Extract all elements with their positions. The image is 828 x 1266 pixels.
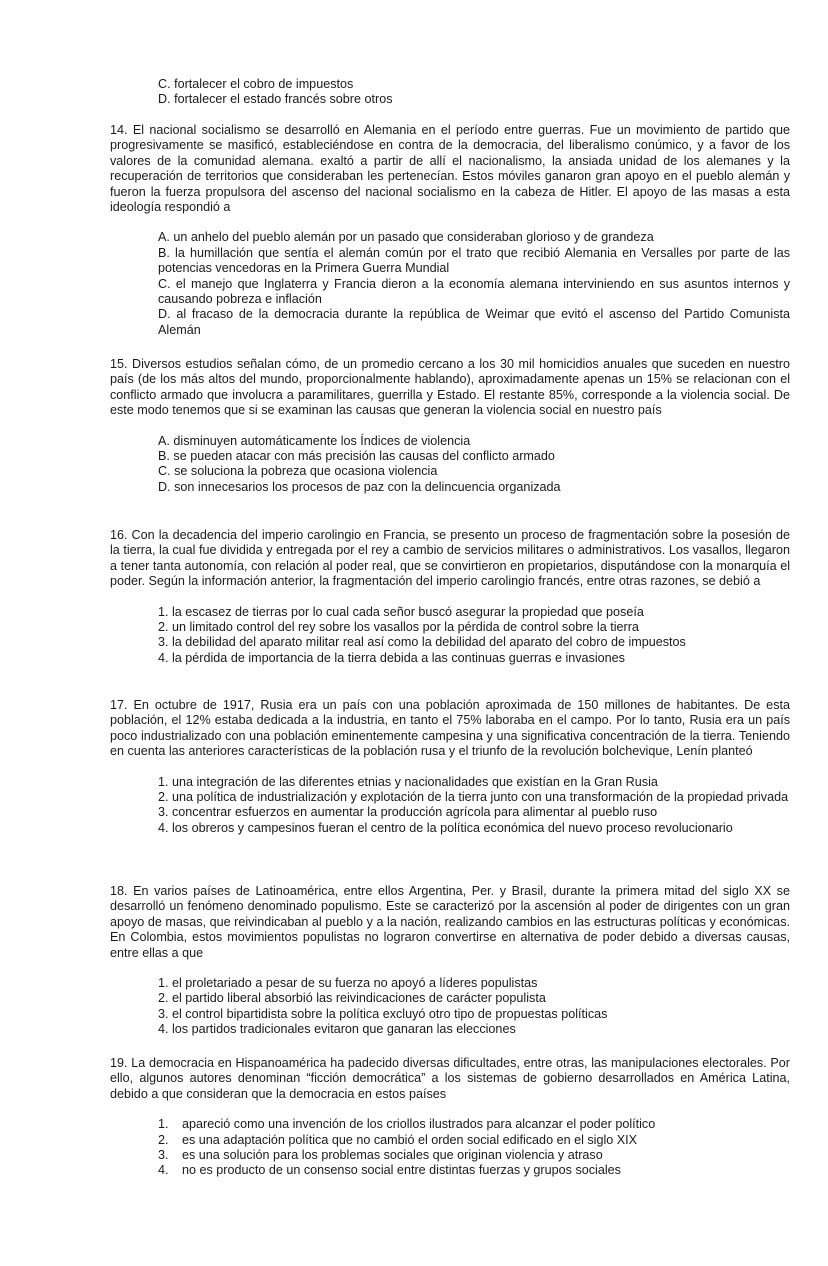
option: 2. un limitado control del rey sobre los vasallos por la pérdida de control sobre la tierra <box>158 620 639 635</box>
question-15 <box>110 357 790 495</box>
option: C. el manejo que Inglaterra y Francia dieron a la economía alemana interviniendo en sus asuntos internos y causando pobreza e inflación <box>158 276 790 307</box>
option: 1. la escasez de tierras por lo cual cada señor buscó asegurar la propiedad que poseía <box>158 604 644 619</box>
question-17 <box>110 698 790 836</box>
previous-question-options <box>158 77 798 108</box>
option: 3. el control bipartidista sobre la política excluyó otro tipo de propuestas políticas <box>158 1006 608 1021</box>
option: 2. el partido liberal absorbió las reivindicaciones de carácter populista <box>158 991 546 1006</box>
question-stem: 19. La democracia en Hispanoamérica ha padecido diversas dificultades, entre otras, las manipulaciones electorales. Por ello, algunos autores denominan “ficción democrática” a los sistemas de gobierno desarrollados en América Latina, debido a que consideran que la democracia en estos países <box>110 1056 790 1101</box>
option-number: 4. <box>158 1163 169 1178</box>
question-19 <box>110 1056 790 1179</box>
question-stem: 14. El nacional socialismo se desarrolló en Alemania en el período entre guerras. Fue un movimiento de partido que progresivamente se masificó, estableciéndose en contra de la democracia, del liberalismo conúmico, y a favor de los valores de la comunidad alemana. exaltó a partir de allí el nacionalismo, la ansiada unidad de los alemanes y la recuperación de territorios que consideraban les pertenecían. Estos móviles ganaron gran apoyo en el pueblo alemán y fueron la fuerza propulsora del ascenso del nacional socialismo en la cabeza de Hitler. El apoyo de las masas a esta ideología respondió a <box>110 123 790 215</box>
option: A. un anhelo del pueblo alemán por un pasado que consideraban glorioso y de grandeza <box>158 230 654 245</box>
question-stem: 15. Diversos estudios señalan cómo, de un promedio cercano a los 30 mil homicidios anuales que suceden en nuestro país (de los más altos del mundo, proporcionalmente hablando), aproximadamente apenas un 15% se relacionan con el conflicto armado que involucra a paramilitares, guerrilla y Estado. El restante 85%, corresponde a la violencia social. De este modo tenemos que si se examinan las causas que generan la violencia social en nuestro país <box>110 357 790 418</box>
option-list <box>110 230 790 338</box>
option-number: 1. <box>158 1117 169 1132</box>
question-18 <box>110 884 790 1038</box>
option: 1. una integración de las diferentes etnias y nacionalidades que existían en la Gran Rusia <box>158 774 658 789</box>
option: 4. la pérdida de importancia de la tierra debida a las continuas guerras e invasiones <box>158 650 625 665</box>
question-stem: 17. En octubre de 1917, Rusia era un país con una población aproximada de 150 millones de habitantes. De esta población, el 12% estaba dedicada a la industria, en tanto el 75% laboraba en el campo. Por lo tanto, Rusia era un país poco industrializado con una población eminentemente campesina y una significativa concentración de la tierra. Teniendo en cuenta las anteriores características de la población rusa y el triunfo de la revolución bolchevique, Lenín planteó <box>110 698 790 759</box>
option-list <box>110 775 790 837</box>
option-list <box>110 605 790 667</box>
option-list <box>110 976 790 1038</box>
option: D. son innecesarios los procesos de paz con la delincuencia organizada <box>158 479 561 494</box>
option: D. fortalecer el estado francés sobre otros <box>158 92 393 107</box>
option-list <box>110 1117 790 1179</box>
option <box>158 1117 790 1132</box>
option: B. la humillación que sentía el alemán común por el trato que recibió Alemania en Versalles por parte de las potencias vencedoras en la Primera Guerra Mundial <box>158 245 790 276</box>
option: B. se pueden atacar con más precisión las causas del conflicto armado <box>158 449 555 464</box>
option <box>158 1148 790 1163</box>
option: 4. los partidos tradicionales evitaron que ganaran las elecciones <box>158 1022 516 1037</box>
question-16 <box>110 528 790 666</box>
question-14 <box>110 123 790 338</box>
option: A. disminuyen automáticamente los Índices de violencia <box>158 433 471 448</box>
option: 2. una política de industrialización y explotación de la tierra junto con una transformación de la propiedad privada <box>158 790 789 805</box>
option: 3. la debilidad del aparato militar real así como la debilidad del aparato del cobro de impuestos <box>158 635 686 650</box>
option-text: apareció como una invención de los criollos ilustrados para alcanzar el poder político <box>182 1117 656 1132</box>
option-list <box>110 434 790 496</box>
question-stem: 16. Con la decadencia del imperio carolingio en Francia, se presento un proceso de fragmentación sobre la posesión de la tierra, la cual fue dividida y entregada por el rey a cambio de servicios militares o administrativos. Los vasallos, llegaron a tener tanta autonomía, con relación al poder real, que se convirtieron en propietarios, disputándose con la monarquía el poder. Según la información anterior, la fragmentación del imperio carolingio francés, entre otras razones, se debió a <box>110 528 790 589</box>
option-text: es una adaptación política que no cambió el orden social edificado en el siglo XIX <box>182 1132 638 1147</box>
option: D. al fracaso de la democracia durante la república de Weimar que evitó el ascenso del Partido Comunista Alemán <box>158 307 790 337</box>
option-number: 2. <box>158 1132 169 1147</box>
question-stem: 18. En varios países de Latinoamérica, entre ellos Argentina, Per. y Brasil, durante la primera mitad del siglo XX se desarrolló un fenómeno denominado populismo. Este se caracterizó por la ascensión al poder de dirigentes con un gran apoyo de masas, que reivindicaban al pueblo y a la nación, realizando cambios en las estructuras políticas y económicas. En Colombia, estos movimientos populistas no lograron convertirse en alternativa de poder debido a diversas causas, entre ellas a que <box>110 884 790 960</box>
option <box>158 1163 790 1178</box>
option: 1. el proletariado a pesar de su fuerza no apoyó a líderes populistas <box>158 976 538 991</box>
option-number: 3. <box>158 1148 169 1163</box>
option-text: es una solución para los problemas sociales que originan violencia y atraso <box>182 1148 603 1163</box>
option: C. se soluciona la pobreza que ocasiona violencia <box>158 464 438 479</box>
option: 3. concentrar esfuerzos en aumentar la producción agrícola para alimentar al pueblo ruso <box>158 805 658 820</box>
option: C. fortalecer el cobro de impuestos <box>158 77 354 91</box>
option-text: no es producto de un consenso social entre distintas fuerzas y grupos sociales <box>182 1163 621 1178</box>
option <box>158 1133 790 1148</box>
option: 4. los obreros y campesinos fueran el centro de la política económica del nuevo proceso revolucionario <box>158 820 733 835</box>
